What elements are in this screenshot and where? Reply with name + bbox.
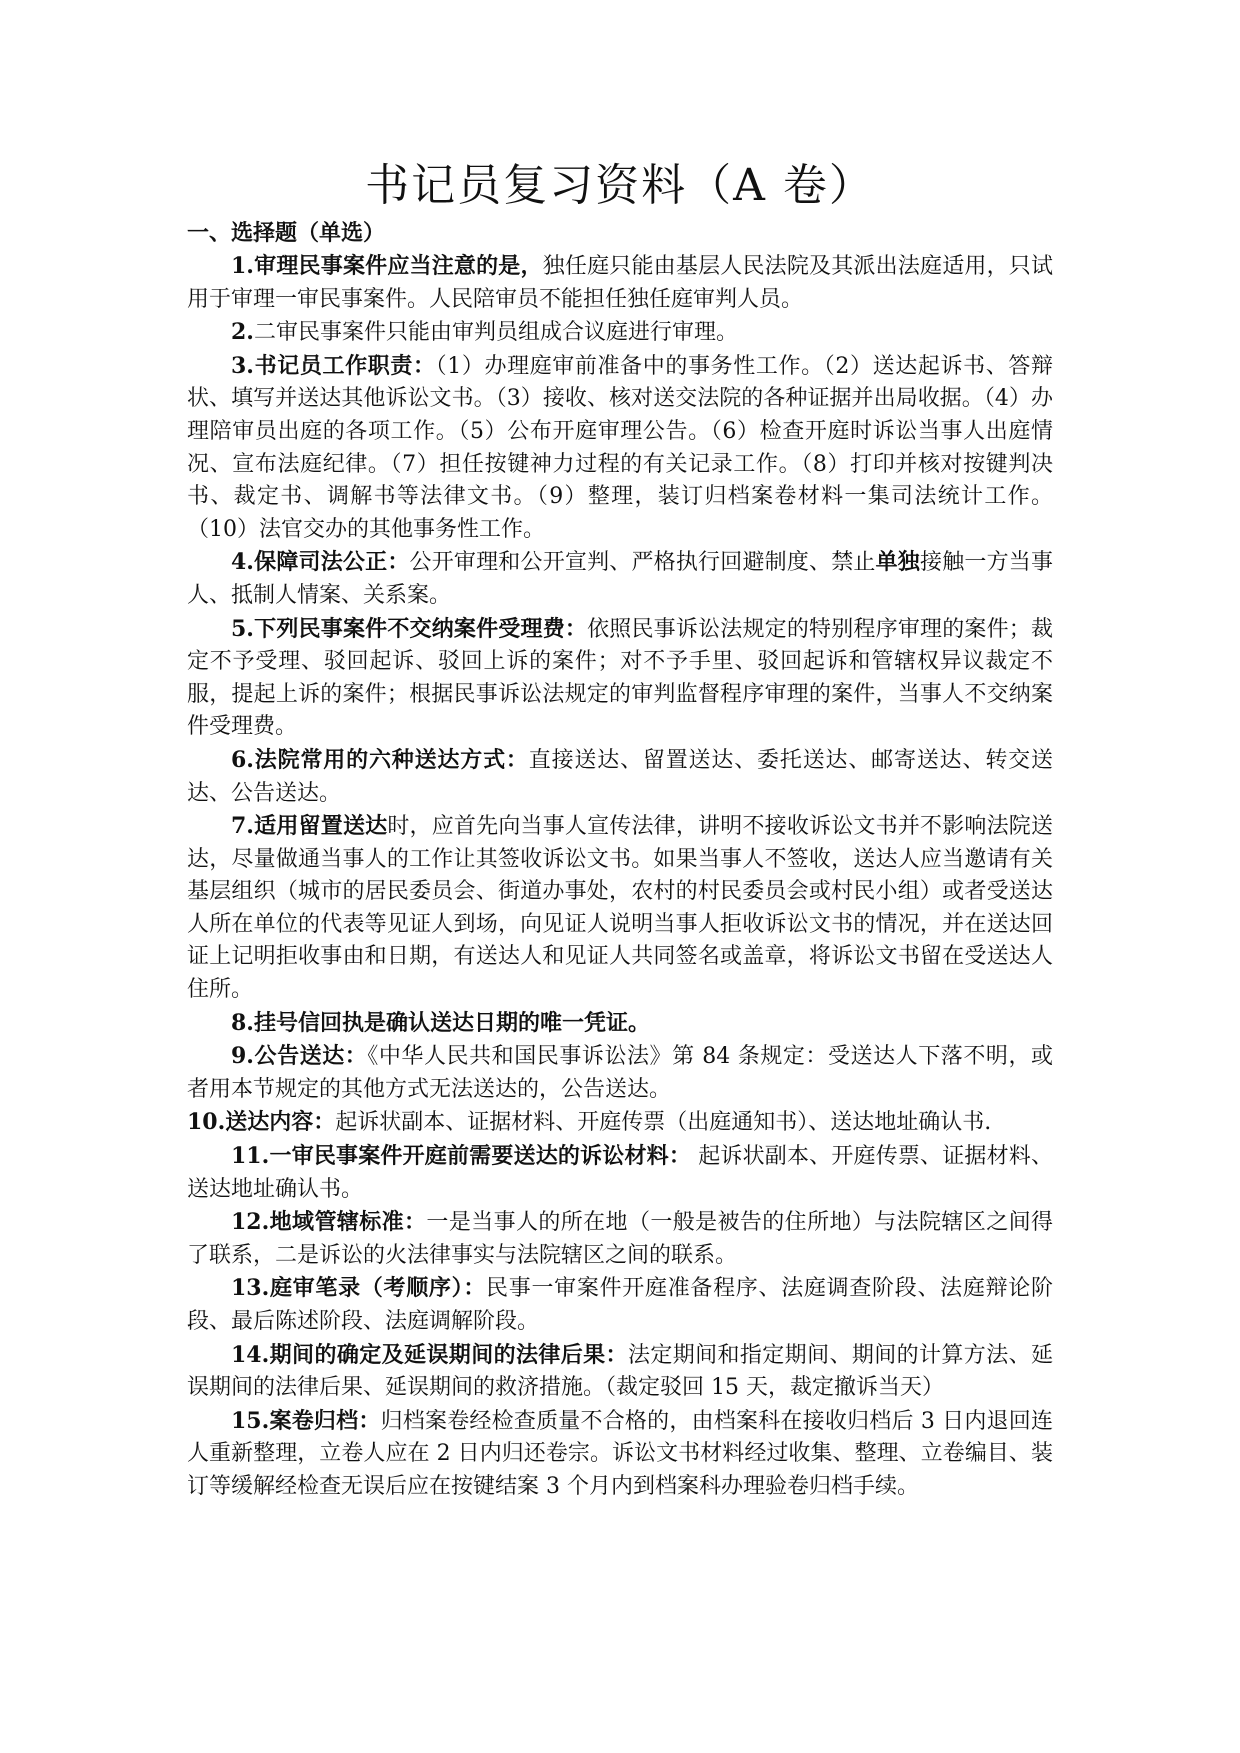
item-14-text: 法定期间和指定期间、期间的计算方法、延误期间的法律后果、延误期间的救济措施。（裁定驳回 15 天，裁定撤诉当天） bbox=[187, 1342, 1053, 1401]
item-15 bbox=[187, 1405, 1053, 1504]
item-1-text: 独任庭只能由基层人民法院及其派出法庭适用，只试用于审理一审民事案件。人民陪审员不能担任独任庭审判人员。 bbox=[187, 254, 1053, 312]
item-7-lead: 7.适用留置送达 bbox=[231, 813, 388, 840]
item-12 bbox=[187, 1206, 1053, 1272]
item-3-text: （1）办理庭审前准备中的事务性工作。（2）送达起诉书、答辩状、填写并送达其他诉讼文书。（3）接收、核对送交法院的各种证据并出局收据。（4）办理陪审员出庭的各项工作。（5）公布开庭审理公告。（6）检查开庭时诉讼当事人出庭情况、宣布法庭纪律。（7）担任按键神力过程的有关记录工作。（8）打印并核对按键判决书、裁定书、调解书等法律文书。（9）整理，装订归档案卷材料一集司法统计工作。（10）法官交办的其他事务性工作。 bbox=[187, 353, 1054, 542]
item-5 bbox=[187, 613, 1053, 744]
document-title: 书记员复习资料（A 卷） bbox=[365, 160, 875, 211]
item-9-lead: 9.公告送达： bbox=[231, 1043, 368, 1070]
item-8-lead: 8.挂号信回执是确认送达日期的唯一凭证。 bbox=[231, 1009, 650, 1036]
document-body bbox=[187, 250, 1053, 1504]
item-5-text: 依照民事诉讼法规定的特别程序审理的案件；裁定不予受理、驳回起诉、驳回上诉的案件；对不予手里、驳回起诉和管辖权异议裁定不服，提起上诉的案件；根据民事诉讼法规定的审判监督程序审理的案件，当事人不交纳案件受理费。 bbox=[187, 616, 1053, 740]
item-6-text: 直接送达、留置送达、委托送达、邮寄送达、转交送达、公告送达。 bbox=[187, 747, 1053, 806]
item-2-text: 二审民事案件只能由审判员组成合议庭进行审理。 bbox=[253, 320, 738, 346]
item-10-lead: 10.送达内容： bbox=[187, 1109, 336, 1136]
item-14 bbox=[187, 1339, 1053, 1405]
item-13-text: 民事一审案件开庭准备程序、法庭调查阶段、法庭辩论阶段、最后陈述阶段、法庭调解阶段。 bbox=[187, 1276, 1053, 1334]
item-14-lead: 14.期间的确定及延误期间的法律后果： bbox=[231, 1341, 628, 1368]
item-10 bbox=[187, 1106, 1053, 1140]
item-2 bbox=[187, 316, 1053, 350]
item-15-lead: 15.案卷归档： bbox=[231, 1407, 381, 1434]
item-12-text: 一是当事人的所在地（一般是被告的住所地）与法院辖区之间得了联系，二是诉讼的火法律事实与法院辖区之间的联系。 bbox=[187, 1210, 1053, 1268]
section-heading: 一、选择题（单选） bbox=[187, 220, 386, 246]
item-4-text-before: 公开审理和公开宣判、严格执行回避制度、禁止 bbox=[409, 550, 876, 576]
item-6-lead: 6.法院常用的六种送达方式： bbox=[231, 746, 529, 773]
item-2-lead: 2. bbox=[231, 319, 254, 346]
item-4-text-emphasis: 单独 bbox=[875, 549, 920, 576]
item-13-lead: 13.庭审笔录（考顺序）： bbox=[231, 1275, 487, 1302]
item-4 bbox=[187, 546, 1053, 612]
item-15-text: 归档案卷经检查质量不合格的，由档案科在接收归档后 3 日内退回连人重新整理，立卷人应在 2 日内归还卷宗。诉讼文书材料经过收集、整理、立卷编目、装订等缓解经检查无误后应在按键结案 3 个月内到档案科办理验卷归档手续。 bbox=[187, 1408, 1053, 1499]
item-5-lead: 5.下列民事案件不交纳案件受理费： bbox=[231, 615, 588, 642]
item-1 bbox=[187, 250, 1053, 316]
item-9-text: 《中华人民共和国民事诉讼法》第 84 条规定：受送达人下落不明，或者用本节规定的其他方式无法送达的，公告送达。 bbox=[187, 1044, 1054, 1102]
item-11-lead: 11.一审民事案件开庭前需要送达的诉讼材料： bbox=[231, 1143, 692, 1170]
item-7-text: 时，应首先向当事人宣传法律，讲明不接收诉讼文书并不影响法院送达，尽量做通当事人的工作让其签收诉讼文书。如果当事人不签收，送达人应当邀请有关基层组织（城市的居民委员会、街道办事处，农村的村民委员会或村民小组）或者受送达人所在单位的代表等见证人到场，向见证人说明当事人拒收诉讼文书的情况，并在送达回证上记明拒收事由和日期，有送达人和见证人共同签名或盖章，将诉讼文书留在受送达人住所。 bbox=[187, 814, 1053, 1003]
item-3-lead: 3.书记员工作职责： bbox=[231, 352, 436, 379]
item-4-text-after: 接触一方当事人、抵制人情案、关系案。 bbox=[187, 550, 1053, 608]
item-7 bbox=[187, 810, 1053, 1007]
item-12-lead: 12.地域管辖标准： bbox=[231, 1209, 427, 1236]
item-9 bbox=[187, 1040, 1053, 1106]
item-13 bbox=[187, 1272, 1053, 1338]
item-10-text: 起诉状副本、证据材料、开庭传票（出庭通知书）、送达地址确认书. bbox=[335, 1110, 992, 1136]
item-1-lead: 1.审理民事案件应当注意的是， bbox=[231, 253, 543, 279]
item-8 bbox=[187, 1007, 1053, 1041]
item-11 bbox=[187, 1140, 1053, 1206]
item-6 bbox=[187, 744, 1053, 810]
item-11-text: 起诉状副本、开庭传票、证据材料、送达地址确认书。 bbox=[187, 1144, 1053, 1202]
item-4-lead: 4.保障司法公正： bbox=[231, 549, 410, 576]
item-3 bbox=[187, 350, 1053, 547]
